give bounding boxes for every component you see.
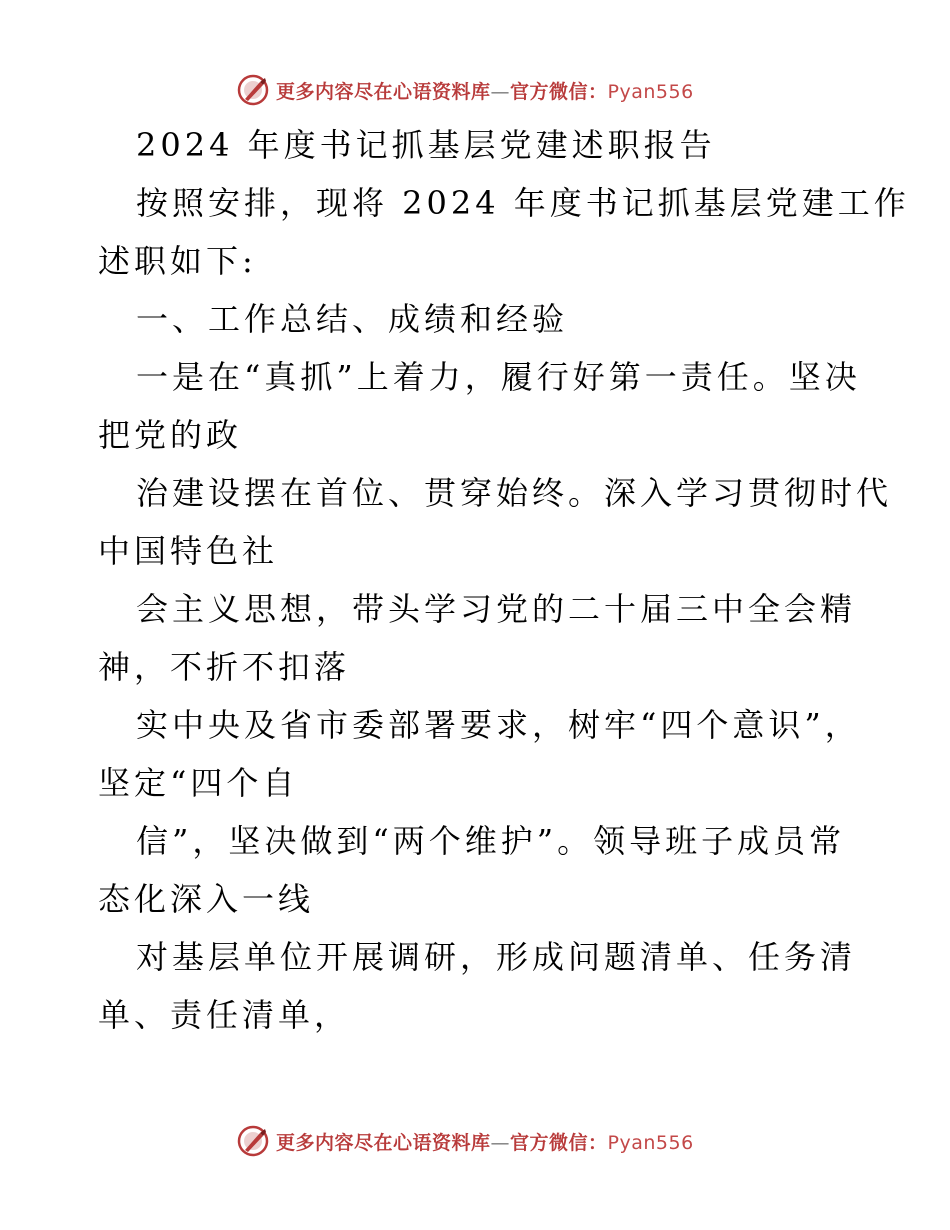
watermark-text (276, 1128, 694, 1155)
document-line: 会主义思想，带头学习党的二十届三中全会精 (136, 590, 857, 628)
document-line: 坚定“四个自 (98, 764, 299, 802)
document-line: 对基层单位开展调研，形成问题清单、任务清 (136, 938, 857, 976)
document-line: 神，不折不扣落 (98, 648, 351, 686)
watermark-banner-bottom (236, 1123, 694, 1159)
quill-seal-icon (236, 73, 270, 107)
watermark-banner-top (236, 72, 694, 108)
document-line: 按照安排，现将 2024 年度书记抓基层党建工作 (136, 184, 910, 222)
watermark-wechat-id: Pyan556 (607, 80, 694, 103)
document-line: 述职如下: (98, 242, 257, 280)
document-line: 一、工作总结、成绩和经验 (136, 300, 569, 338)
document-line: 治建设摆在首位、贯穿始终。深入学习贯彻时代 (136, 474, 893, 512)
document-line: 把党的政 (98, 416, 243, 454)
quill-seal-icon (236, 1124, 270, 1158)
watermark-separator: — (490, 1131, 511, 1154)
document-line: 中国特色社 (98, 532, 279, 570)
document-line: 实中央及省市委部署要求，树牢“四个意识”， (136, 706, 861, 744)
document-line: 一是在“真抓”上着力，履行好第一责任。坚决 (136, 358, 861, 396)
document-body (98, 116, 910, 1044)
document-line: 单、责任清单， (98, 996, 351, 1034)
document-line: 信”，坚决做到“两个维护”。领导班子成员常 (136, 822, 846, 860)
watermark-brand: 更多内容尽在心语资料库 (276, 1131, 491, 1154)
watermark-brand: 更多内容尽在心语资料库 (276, 80, 491, 103)
watermark-wechat-label: 官方微信： (510, 80, 608, 103)
watermark-text (276, 77, 694, 104)
watermark-wechat-id: Pyan556 (607, 1131, 694, 1154)
watermark-wechat-label: 官方微信： (510, 1131, 608, 1154)
document-line: 2024 年度书记抓基层党建述职报告 (136, 126, 716, 164)
document-line: 态化深入一线 (98, 880, 315, 918)
watermark-separator: — (490, 80, 511, 103)
